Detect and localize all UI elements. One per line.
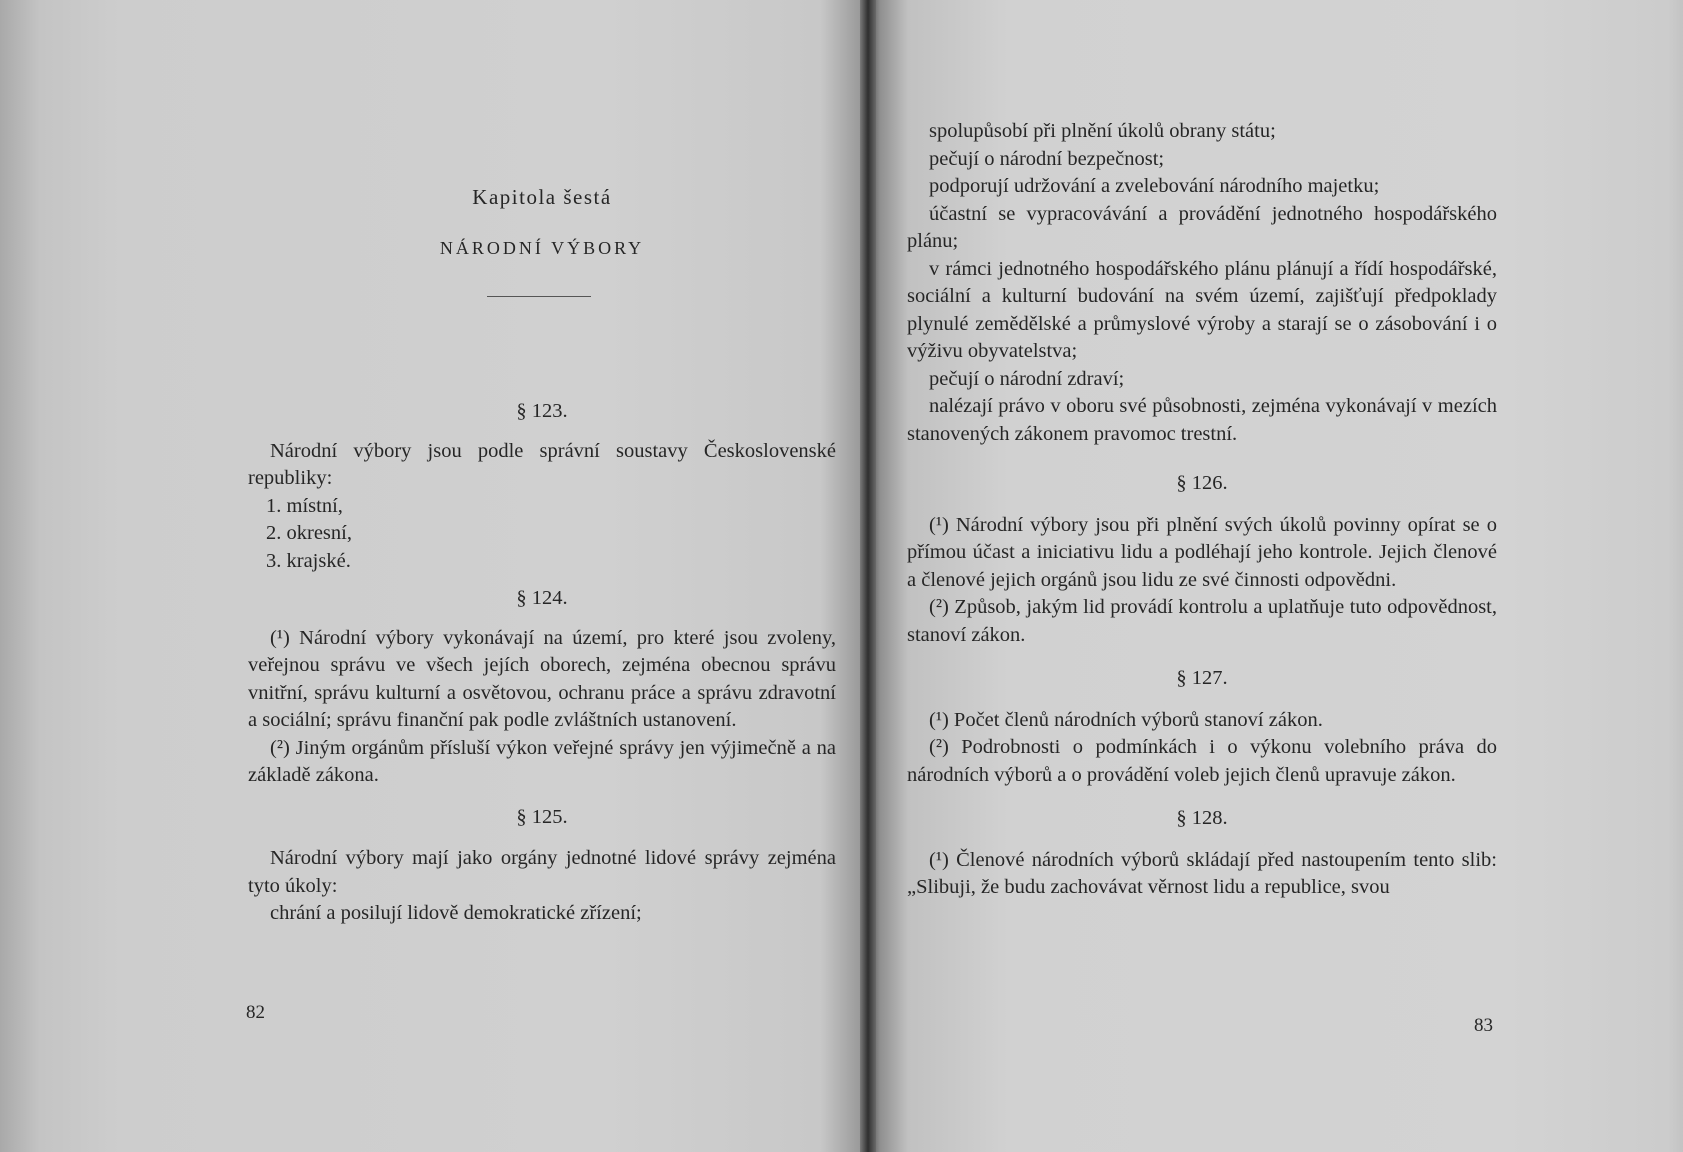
continued-item-7: nalézají právo v oboru své působnosti, zejména vykonávají v mezích stanovených zákonem pravomoc trestní.: [907, 395, 1497, 445]
continued-item-5: v rámci jednotného hospodářského plánu plánují a řídí hospodářské, sociální a kulturní budování na svém území, zajišťují předpoklady plynulé zemědělské a průmyslové výroby a starají se o zásobování i o výživu obyvatelstva;: [907, 257, 1497, 362]
continued-item-4: účastní se vypracovávání a provádění jednotného hospodářského plánu;: [907, 202, 1497, 252]
page-number-left: 82: [246, 1002, 265, 1023]
continued-item-2: pečují o národní bezpečnost;: [929, 147, 1165, 170]
book-gutter: [860, 0, 876, 1152]
section-127-para-1: (¹) Počet členů národních výborů stanoví zákon.: [929, 708, 1323, 731]
section-126-para-1: (¹) Národní výbory jsou při plnění svých úkolů povinny opírat se o přímou účast a iniciativu lidu a podléhají jeho kontrole. Jejich členové a členové jejich orgánů jsou lidu ze své činnosti odpovědni.: [907, 513, 1497, 591]
chapter-title: NÁRODNÍ VÝBORY: [439, 238, 645, 258]
right-body: [907, 118, 1497, 902]
section-heading-125: § 125.: [516, 805, 568, 828]
section-heading-124: § 124.: [516, 587, 568, 609]
section-heading-127: § 127.: [1176, 667, 1228, 689]
page-number-right: 83: [1474, 1015, 1493, 1036]
section-123-intro: Národní výbory jsou podle správní soustavy Československé republiky:: [248, 439, 836, 489]
chapter-heading: Kapitola šestá: [472, 185, 612, 209]
section-heading-123: § 123.: [516, 400, 568, 422]
continued-item-1: spolupůsobí při plnění úkolů obrany státu;: [929, 120, 1276, 142]
section-126-para-2: (²) Způsob, jakým lid provádí kontrolu a uplatňuje tuto odpovědnost, stanoví zákon.: [907, 596, 1497, 646]
section-128-para-1: (¹) Členové národních výborů skládají před nastoupením tento slib: „Slibuji, že budu zachovávat věrnost lidu a republice, svou: [907, 848, 1497, 898]
list-item-2: 2. okresní,: [266, 522, 352, 544]
list-item-1: 1. místní,: [266, 494, 343, 517]
section-127-para-2: (²) Podrobnosti o podmínkách i o výkonu volebního práva do národních výborů a o provádění voleb jejich členů upravuje zákon.: [907, 736, 1497, 786]
continued-item-6: pečují o národní zdraví;: [929, 367, 1125, 390]
section-124-para-2: (²) Jiným orgánům přísluší výkon veřejné správy jen výjimečně a na základě zákona.: [248, 736, 836, 786]
list-item-3: 3. krajské.: [266, 549, 351, 572]
section-heading-128: § 128.: [1176, 807, 1228, 829]
left-body: [248, 398, 836, 928]
section-125-para-2: chrání a posilují lidově demokratické zřízení;: [270, 902, 642, 924]
title-rule: [487, 296, 591, 297]
section-heading-126: § 126.: [1176, 472, 1228, 494]
section-124-para-1: (¹) Národní výbory vykonávají na území, pro které jsou zvoleny, veřejnou správu ve všech jejích oborech, zejména obecnou správu vnitřní, správu kulturní a osvětovou, ochranu práce a správu zdravotní a sociální; správu finanční pak podle zvláštních ustanovení.: [248, 626, 836, 731]
continued-item-3: podporují udržování a zvelebování národního majetku;: [929, 175, 1380, 197]
section-125-para-1: Národní výbory mají jako orgány jednotné lidové správy zejména tyto úkoly:: [248, 847, 836, 897]
